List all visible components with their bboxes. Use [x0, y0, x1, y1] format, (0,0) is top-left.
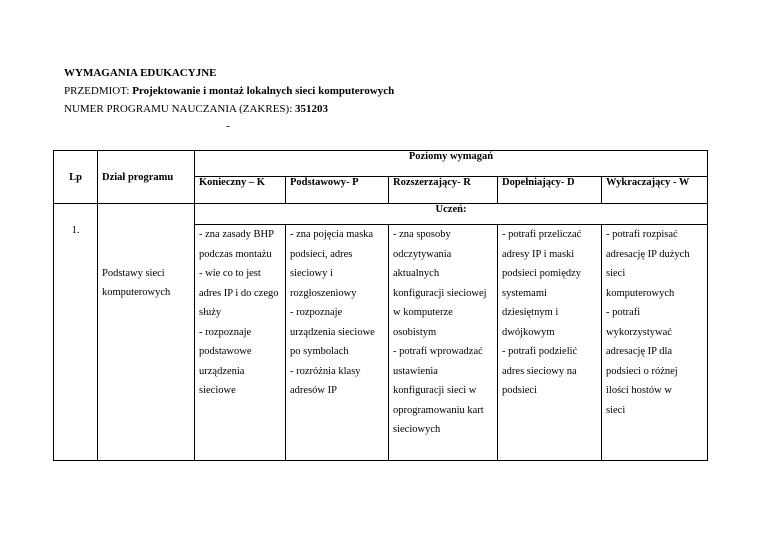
requirement-line: - zna zasady BHP: [199, 229, 274, 240]
requirement-line: po symbolach: [290, 346, 349, 357]
level-r: Rozszerzający- R: [389, 177, 498, 204]
document-title: WYMAGANIA EDUKACYJNE: [64, 67, 217, 79]
requirement-line: podsieci pomiędzy: [502, 268, 582, 279]
requirement-line: służy: [199, 307, 222, 318]
dzial-line: Podstawy sieci: [102, 267, 165, 279]
requirement-line: - rozpoznaje: [290, 307, 343, 318]
requirement-line: ilości hostów w: [606, 385, 672, 396]
cell-d: [498, 225, 602, 461]
requirement-line: konfiguracji sieci w: [393, 385, 477, 396]
requirement-line: urządzenia: [199, 365, 245, 377]
dzial-spacer: [98, 204, 195, 225]
requirement-line: sieciowy i: [290, 268, 333, 279]
requirement-line: podsieci: [502, 385, 537, 396]
requirement-line: - zna pojęcia maska: [290, 229, 374, 240]
requirement-line: - wie co to jest: [199, 268, 261, 279]
requirement-line: komputerowych: [606, 287, 675, 299]
cell-w: [602, 225, 708, 461]
requirement-line: sieciowe: [199, 385, 236, 396]
requirement-line: odczytywania: [393, 248, 452, 260]
requirement-line: ustawienia: [393, 365, 438, 377]
cell-p: [286, 225, 389, 461]
requirement-line: urządzenia sieciowe: [290, 326, 375, 338]
requirement-line: - rozróżnia klasy: [290, 365, 361, 377]
subject-value: Projektowanie i montaż lokalnych sieci komputerowych: [132, 85, 395, 97]
requirement-line: sieci: [606, 268, 626, 279]
requirement-line: - rozpoznaje: [199, 326, 252, 338]
program-line: [64, 103, 328, 116]
requirement-line: oprogramowaniu kart: [393, 404, 484, 416]
level-k: Konieczny – K: [195, 177, 286, 204]
requirement-line: dziesiętnym i: [502, 307, 559, 318]
cell-k: [195, 225, 286, 461]
row-lp: 1.: [54, 225, 98, 461]
level-p: Podstawowy- P: [286, 177, 389, 204]
dash-mark: -: [226, 120, 230, 132]
dzial-line: komputerowych: [102, 287, 171, 298]
program-label: NUMER PROGRAMU NAUCZANIA (ZAKRES):: [64, 103, 296, 115]
requirement-line: dwójkowym: [502, 326, 555, 338]
requirement-line: podsieci o różnej: [606, 365, 678, 377]
requirement-line: - potrafi: [606, 307, 641, 318]
requirement-line: adresację IP dużych: [606, 248, 690, 260]
cell-r: [389, 225, 498, 461]
requirement-line: - potrafi rozpisać: [606, 229, 678, 240]
subject-label: PRZEDMIOT:: [64, 85, 133, 97]
requirement-line: - zna sposoby: [393, 229, 451, 240]
requirements-table: [53, 150, 708, 461]
requirement-line: - potrafi podzielić: [502, 346, 578, 357]
lp-spacer: [54, 204, 98, 225]
header-levels-title: Poziomy wymagań: [195, 151, 708, 177]
requirement-line: rozgłoszeniowy: [290, 287, 357, 299]
requirement-line: adres sieciowy na: [502, 365, 577, 377]
requirement-line: adresów IP: [290, 385, 337, 396]
requirement-line: w komputerze: [393, 307, 453, 318]
subject-line: [64, 85, 394, 98]
requirement-line: podstawowe: [199, 346, 252, 357]
program-value: 351203: [295, 103, 329, 115]
requirement-line: sieciowych: [393, 424, 441, 435]
level-d: Dopełniający- D: [498, 177, 602, 204]
level-w: Wykraczający - W: [602, 177, 708, 204]
requirement-line: adresy IP i maski: [502, 248, 575, 260]
header-dzial: Dział programu: [98, 151, 195, 204]
requirement-line: - potrafi przeliczać: [502, 229, 582, 240]
requirement-line: podczas montażu: [199, 248, 272, 260]
requirement-line: osobistym: [393, 326, 437, 338]
row-dzial: [98, 225, 195, 461]
requirement-line: systemami: [502, 287, 547, 299]
header-lp: Lp: [54, 151, 98, 204]
uczen-label: Uczeń:: [195, 204, 708, 225]
requirement-line: podsieci, adres: [290, 248, 353, 260]
requirement-line: wykorzystywać: [606, 326, 672, 338]
requirement-line: aktualnych: [393, 268, 440, 279]
requirement-line: konfiguracji sieciowej: [393, 287, 487, 299]
requirement-line: sieci: [606, 404, 626, 416]
requirement-line: adres IP i do czego: [199, 287, 279, 299]
requirement-line: - potrafi wprowadzać: [393, 346, 483, 357]
requirement-line: adresację IP dla: [606, 346, 673, 357]
